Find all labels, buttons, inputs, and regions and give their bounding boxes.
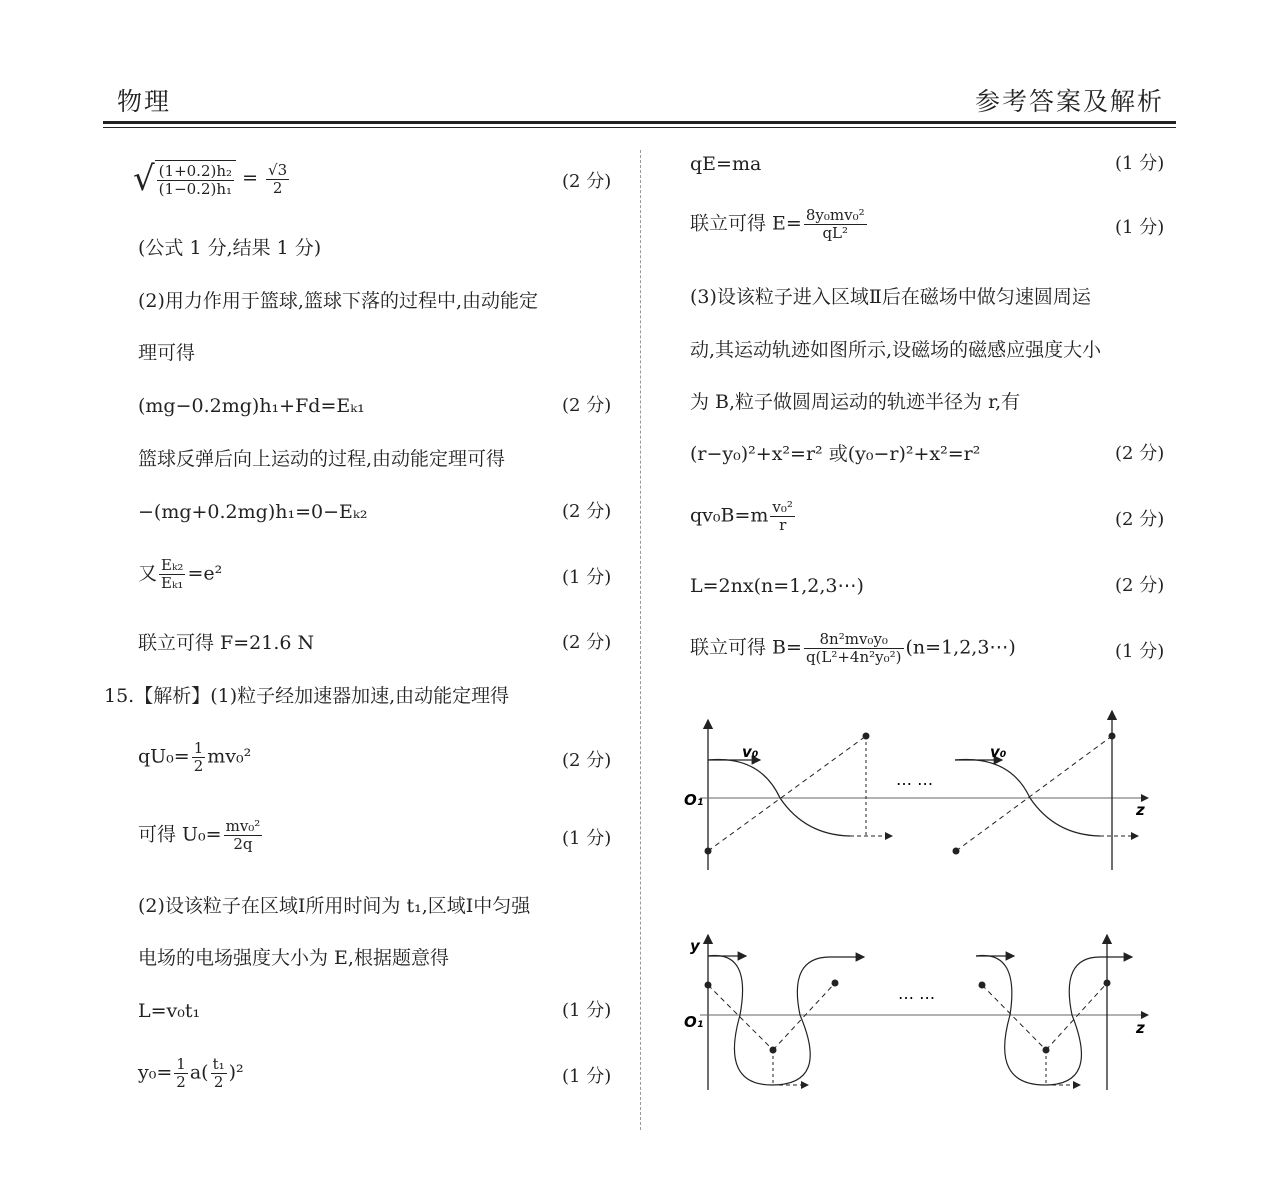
score-r2: (1 分) xyxy=(1115,217,1165,238)
score-4: (1 分) xyxy=(562,567,612,588)
eq-B: 联立可得 B= $\frac{\text{8n²mv₀y₀}}{\text{q(L²+4n²y₀²)}}$ (n=1,2,3⋯) xyxy=(690,630,1016,666)
center-dot xyxy=(705,848,712,855)
label-y: y xyxy=(690,937,700,955)
ellipsis: … … xyxy=(896,770,934,789)
column-divider xyxy=(640,150,641,1130)
text-part3: (3)设该粒子进入区域Ⅱ后在磁场中做匀速圆周运 xyxy=(690,286,1091,308)
label-origin: O₁ xyxy=(684,791,704,809)
center-dot xyxy=(979,982,986,989)
score-8: (1 分) xyxy=(562,1000,612,1021)
center-dot xyxy=(953,848,960,855)
eq-U0: 可得 U₀= $\frac{\text{mv₀²}}{2q}$ xyxy=(138,817,261,853)
sqrt-sign: √ xyxy=(133,159,155,199)
problem-15-heading: 15.【解析】(1)粒子经加速器加速,由动能定理得 xyxy=(104,685,510,707)
score-2: (2 分) xyxy=(562,395,612,416)
score-7: (1 分) xyxy=(562,828,612,849)
eq-qE: qE=ma xyxy=(690,153,762,175)
trajectory-figure-1 xyxy=(680,705,1160,875)
text-rebound: 篮球反弹后向上运动的过程,由动能定理可得 xyxy=(138,448,506,470)
eq-y0: y₀= $\frac{1}{2}$ a( $\frac{\text{t₁}}{2}$ )² xyxy=(138,1055,244,1091)
label-z: z xyxy=(1136,801,1145,819)
center-dot xyxy=(1043,1047,1050,1054)
score-r6: (1 分) xyxy=(1115,641,1165,662)
label-z: z xyxy=(1136,1019,1145,1037)
eq-work-energy-up: −(mg+0.2mg)h₁=0−Eₖ₂ xyxy=(138,501,368,523)
score-r1: (1 分) xyxy=(1115,153,1165,174)
label-v0-left: v₀ xyxy=(742,743,759,761)
trajectory-figure-2 xyxy=(680,925,1160,1100)
eq-qU0: qU₀= $\frac{1}{2}$ mv₀² xyxy=(138,739,252,775)
text-part3-cont2: 为 B,粒子做圆周运动的轨迹半径为 r,有 xyxy=(690,391,1021,413)
center-dot xyxy=(705,982,712,989)
score-9: (1 分) xyxy=(562,1066,612,1087)
text-part2-region1: (2)设该粒子在区域Ⅰ所用时间为 t₁,区域Ⅰ中匀强 xyxy=(138,895,531,917)
subject-title: 物理 xyxy=(117,87,172,116)
eq-geometry: (r−y₀)²+x²=r² 或(y₀−r)²+x²=r² xyxy=(690,443,981,465)
eq-result-F: 联立可得 F=21.6 N xyxy=(138,632,315,654)
center-dot xyxy=(1109,733,1116,740)
text-part3-cont1: 动,其运动轨迹如图所示,设磁场的磁感应强度大小 xyxy=(690,339,1102,361)
center-dot xyxy=(832,980,839,987)
eq-sqrt-ratio: √ $\frac{\text{(1+0.2)h₂}}{\text{(1−0.2)h₁}}$ = $\frac{√3}{2}$ xyxy=(133,159,288,199)
eq-E: 联立可得 E= $\frac{\text{8y₀mv₀²}}{\text{qL²}}$ xyxy=(690,206,865,242)
dashed-radius-2 xyxy=(956,736,1112,851)
loop-curve-2 xyxy=(976,955,1100,1085)
eq-L-2nx: L=2nx(n=1,2,3⋯) xyxy=(690,575,864,597)
ellipsis: … … xyxy=(898,984,936,1003)
score-3: (2 分) xyxy=(562,501,612,522)
loop-curve-1 xyxy=(708,955,830,1085)
score-r5: (2 分) xyxy=(1115,575,1165,596)
score-r3: (2 分) xyxy=(1115,443,1165,464)
dashed-radius-1 xyxy=(708,736,866,851)
center-dot xyxy=(863,733,870,740)
eq-lorentz: qv₀B=m $\frac{\text{v₀²}}{r}$ xyxy=(690,498,793,534)
label-origin: O₁ xyxy=(684,1013,704,1031)
score-1: (2 分) xyxy=(562,171,612,192)
header-rule-thin xyxy=(103,127,1176,128)
label-v0-right: v₀ xyxy=(990,743,1007,761)
eq-L: L=v₀t₁ xyxy=(138,1000,201,1022)
center-dot xyxy=(1104,980,1111,987)
eq-ratio-e: 又 $\frac{\text{Eₖ₂}}{\text{Eₖ₁}}$ =e² xyxy=(138,556,223,592)
text-part2: (2)用力作用于篮球,篮球下落的过程中,由动能定 xyxy=(138,290,538,312)
section-title: 参考答案及解析 xyxy=(974,87,1164,116)
score-6: (2 分) xyxy=(562,750,612,771)
score-r4: (2 分) xyxy=(1115,509,1165,530)
score-5: (2 分) xyxy=(562,632,612,653)
text-part2-cont: 理可得 xyxy=(138,342,196,364)
header-rule-thick xyxy=(103,121,1176,124)
center-dot xyxy=(770,1047,777,1054)
eq-work-energy-down: (mg−0.2mg)h₁+Fd=Eₖ₁ xyxy=(138,395,365,417)
text-part2-region1-cont: 电场的电场强度大小为 E,根据题意得 xyxy=(138,947,449,969)
note-scoring: (公式 1 分,结果 1 分) xyxy=(138,237,322,259)
